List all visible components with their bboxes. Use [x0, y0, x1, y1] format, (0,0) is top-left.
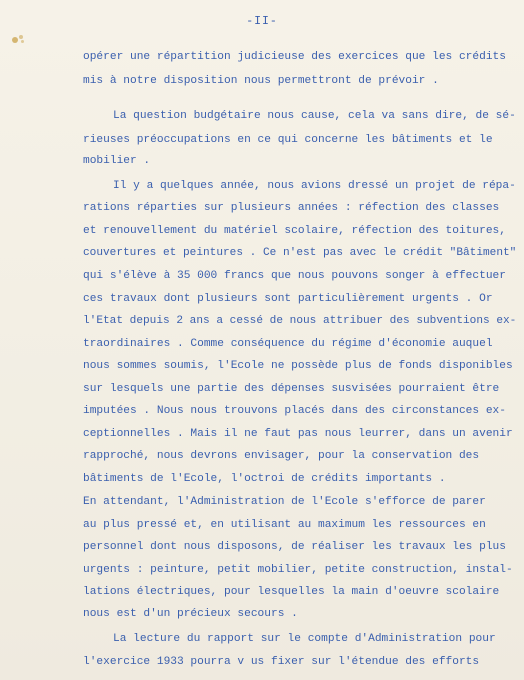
text-line: traordinaires . Comme conséquence du régime d'économie auquel	[83, 338, 493, 350]
text-line: au plus pressé et, en utilisant au maximum les ressources en	[83, 519, 486, 531]
text-line: l'Etat depuis 2 ans a cessé de nous attribuer des subventions ex-	[83, 315, 517, 327]
text-line: ceptionnelles . Mais il ne faut pas nous leurrer, dans un avenir	[83, 428, 513, 440]
text-line: Il y a quelques année, nous avions dressé un projet de répa-	[113, 180, 516, 192]
text-line: La lecture du rapport sur le compte d'Administration pour	[113, 633, 496, 645]
text-line: opérer une répartition judicieuse des exercices que les crédits	[83, 51, 506, 63]
text-line: mis à notre disposition nous permettront de prévoir .	[83, 75, 439, 87]
text-line: rapproché, nous devrons envisager, pour la conservation des	[83, 450, 480, 462]
text-line: personnel dont nous disposons, de réaliser les travaux les plus	[83, 541, 506, 553]
text-line: En attendant, l'Administration de l'Ecole s'efforce de parer	[83, 496, 486, 508]
page-number: -II-	[246, 15, 278, 28]
text-line: La question budgétaire nous cause, cela va sans dire, de sé-	[113, 110, 516, 122]
text-line: nous est d'un précieux secours .	[83, 608, 298, 620]
text-line: rations réparties sur plusieurs années : réfection des classes	[83, 202, 500, 214]
text-line: rieuses préoccupations en ce qui concerne les bâtiments et le	[83, 134, 493, 146]
text-line: sur lesquels une partie des dépenses susvisées pourraient être	[83, 383, 500, 395]
text-line: imputées . Nous nous trouvons placés dans des circonstances ex-	[83, 405, 506, 417]
text-line: mobilier .	[83, 155, 151, 167]
text-line: nous sommes soumis, l'Ecole ne possède plus de fonds disponibles	[83, 360, 513, 372]
text-line: l'exercice 1933 pourra v us fixer sur l'étendue des efforts	[83, 656, 480, 668]
text-line: urgents : peinture, petit mobilier, petite construction, instal-	[83, 564, 513, 576]
stain-mark	[12, 35, 28, 44]
text-line: qui s'élève à 35 000 francs que nous pouvons songer à effectuer	[83, 270, 506, 282]
text-line: couvertures et peintures . Ce n'est pas avec le crédit "Bâtiment"	[83, 247, 517, 259]
text-line: lations électriques, pour lesquelles la main d'oeuvre scolaire	[83, 586, 500, 598]
text-line: bâtiments de l'Ecole, l'octroi de crédits importants .	[83, 473, 446, 485]
text-line: ces travaux dont plusieurs sont particulièrement urgents . Or	[83, 293, 493, 305]
text-line: et renouvellement du matériel scolaire, réfection des toitures,	[83, 225, 506, 237]
